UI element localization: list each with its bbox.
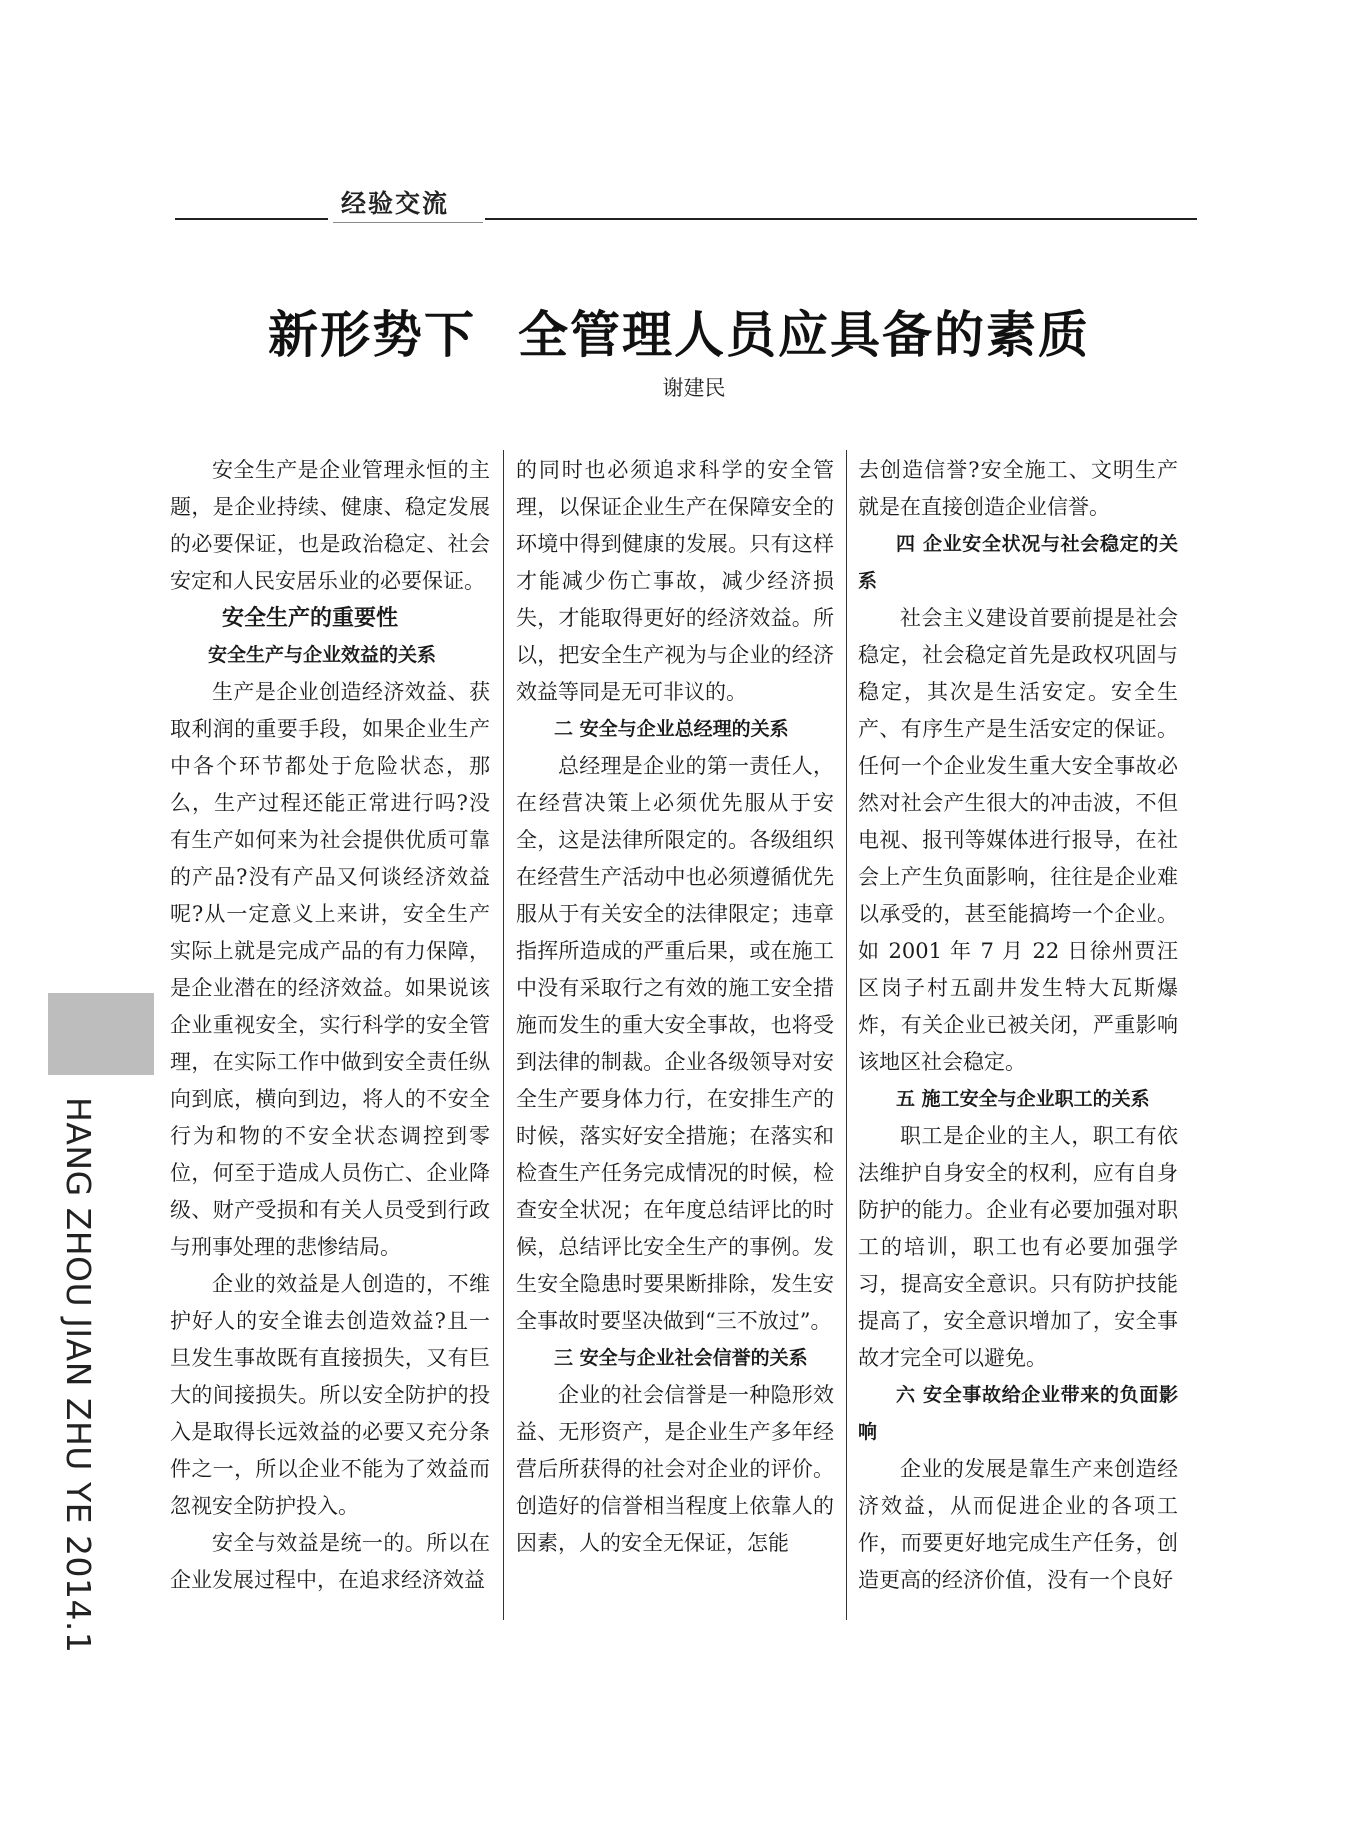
paragraph: 职工是企业的主人，职工有依法维护自身安全的权利，应有自身防护的能力。企业有必要加强对职工的培训，职工也有必要加强学习，提高安全意识。只有防护技能提高了，安全意识增加了，安全事故才完全可以避免。	[858, 1124, 1178, 1370]
paragraph: 去创造信誉?安全施工、文明生产就是在直接创造企业信誉。	[858, 458, 1178, 519]
subsection-heading: 四 企业安全状况与社会稳定的关系	[858, 533, 1178, 592]
subsection-heading: 六 安全事故给企业带来的负面影响	[858, 1384, 1178, 1443]
title-part-2: 全管理人员应具备的素质	[518, 306, 1090, 364]
paragraph: 的同时也必须追求科学的安全管理，以保证企业生产在保障安全的环境中得到健康的发展。只有这样才能减少伤亡事故，减少经济损失，才能取得更好的经济效益。所以，把安全生产视为与企业的经济效益等同是无可非议的。	[516, 458, 834, 704]
section-label-underline	[333, 222, 483, 223]
paragraph: 生产是企业创造经济效益、获取利润的重要手段，如果企业生产中各个环节都处于危险状态，那么，生产过程还能正常进行吗?没有生产如何来为社会提供优质可靠的产品?没有产品又何谈经济效益呢?从一定意义上来讲，安全生产实际上就是完成产品的有力保障，是企业潜在的经济效益。如果说该企业重视安全，实行科学的安全管理，在实际工作中做到安全责任纵向到底，横向到边，将人的不安全行为和物的不安全状态调控到零位，何至于造成人员伤亡、企业降级、财产受损和有关人员受到行政与刑事处理的悲惨结局。	[170, 680, 490, 1259]
paragraph: 安全生产是企业管理永恒的主题，是企业持续、健康、稳定发展的必要保证，也是政治稳定、社会安定和人民安居乐业的必要保证。	[170, 458, 490, 593]
header-rule-left	[175, 218, 328, 220]
paragraph: 企业的发展是靠生产来创造经济效益，从而促进企业的各项工作，而要更好地完成生产任务，创造更高的经济价值，没有一个良好	[858, 1457, 1178, 1592]
paragraph: 安全与效益是统一的。所以在企业发展过程中，在追求经济效益	[170, 1531, 490, 1592]
page-edge-tab	[48, 993, 154, 1075]
column-3	[858, 452, 1178, 1599]
paragraph: 社会主义建设首要前提是社会稳定，社会稳定首先是政权巩固与稳定，其次是生活安定。安全生产、有序生产是生活安定的保证。任何一个企业发生重大安全事故必然对社会产生很大的冲击波，不但电视、报刊等媒体进行报导，在社会上产生负面影响，往往是企业难以承受的，甚至能搞垮一个企业。如 2001 年 7 月 22 日徐州贾汪区岗子村五副井发生特大瓦斯爆炸，有关企业已被关闭，严重影响该地区社会稳定。	[858, 606, 1178, 1074]
header-rule-right	[485, 218, 1197, 220]
subsection-heading: 三 安全与企业社会信誉的关系	[554, 1347, 808, 1369]
paragraph: 总经理是企业的第一责任人，在经营决策上必须优先服从于安全，这是法律所限定的。各级组织在经营生产活动中也必须遵循优先服从于有关安全的法律限定；违章指挥所造成的严重后果，或在施工中没有采取行之有效的施工安全措施而发生的重大安全事故，也将受到法律的制裁。企业各级领导对安全生产要身体力行，在安排生产的时候，落实好安全措施；在落实和检查生产任务完成情况的时候，检查安全状况；在年度总结评比的时候，总结评比安全生产的事例。发生安全隐患时要果断排除，发生安全事故时要坚决做到“三不放过”。	[516, 754, 834, 1333]
section-header	[175, 182, 1197, 222]
subsection-heading: 安全生产与企业效益的关系	[208, 644, 437, 666]
column-divider	[503, 450, 504, 1620]
subsection-heading: 二 安全与企业总经理的关系	[554, 718, 789, 740]
journal-spine-text: HANG ZHOU JIAN ZHU YE 2014.1	[59, 1097, 98, 1654]
column-divider	[846, 450, 847, 1620]
section-label: 经验交流	[341, 189, 450, 218]
section-heading: 安全生产的重要性	[222, 606, 399, 631]
title-part-1: 新形势下	[268, 306, 476, 364]
article-author: 谢建民	[662, 376, 726, 400]
subsection-heading: 五 施工安全与企业职工的关系	[896, 1088, 1150, 1110]
column-2	[516, 452, 834, 1562]
paragraph: 企业的社会信誉是一种隐形效益、无形资产，是企业生产多年经营后所获得的社会对企业的评价。创造好的信誉相当程度上依靠人的因素，人的安全无保证，怎能	[516, 1383, 834, 1555]
column-1	[170, 452, 490, 1599]
paragraph: 企业的效益是人创造的，不维护好人的安全谁去创造效益?且一旦发生事故既有直接损失，又有巨大的间接损失。所以安全防护的投入是取得长远效益的必要又充分条件之一，所以企业不能为了效益而忽视安全防护投入。	[170, 1272, 490, 1518]
article-title	[0, 295, 1358, 367]
